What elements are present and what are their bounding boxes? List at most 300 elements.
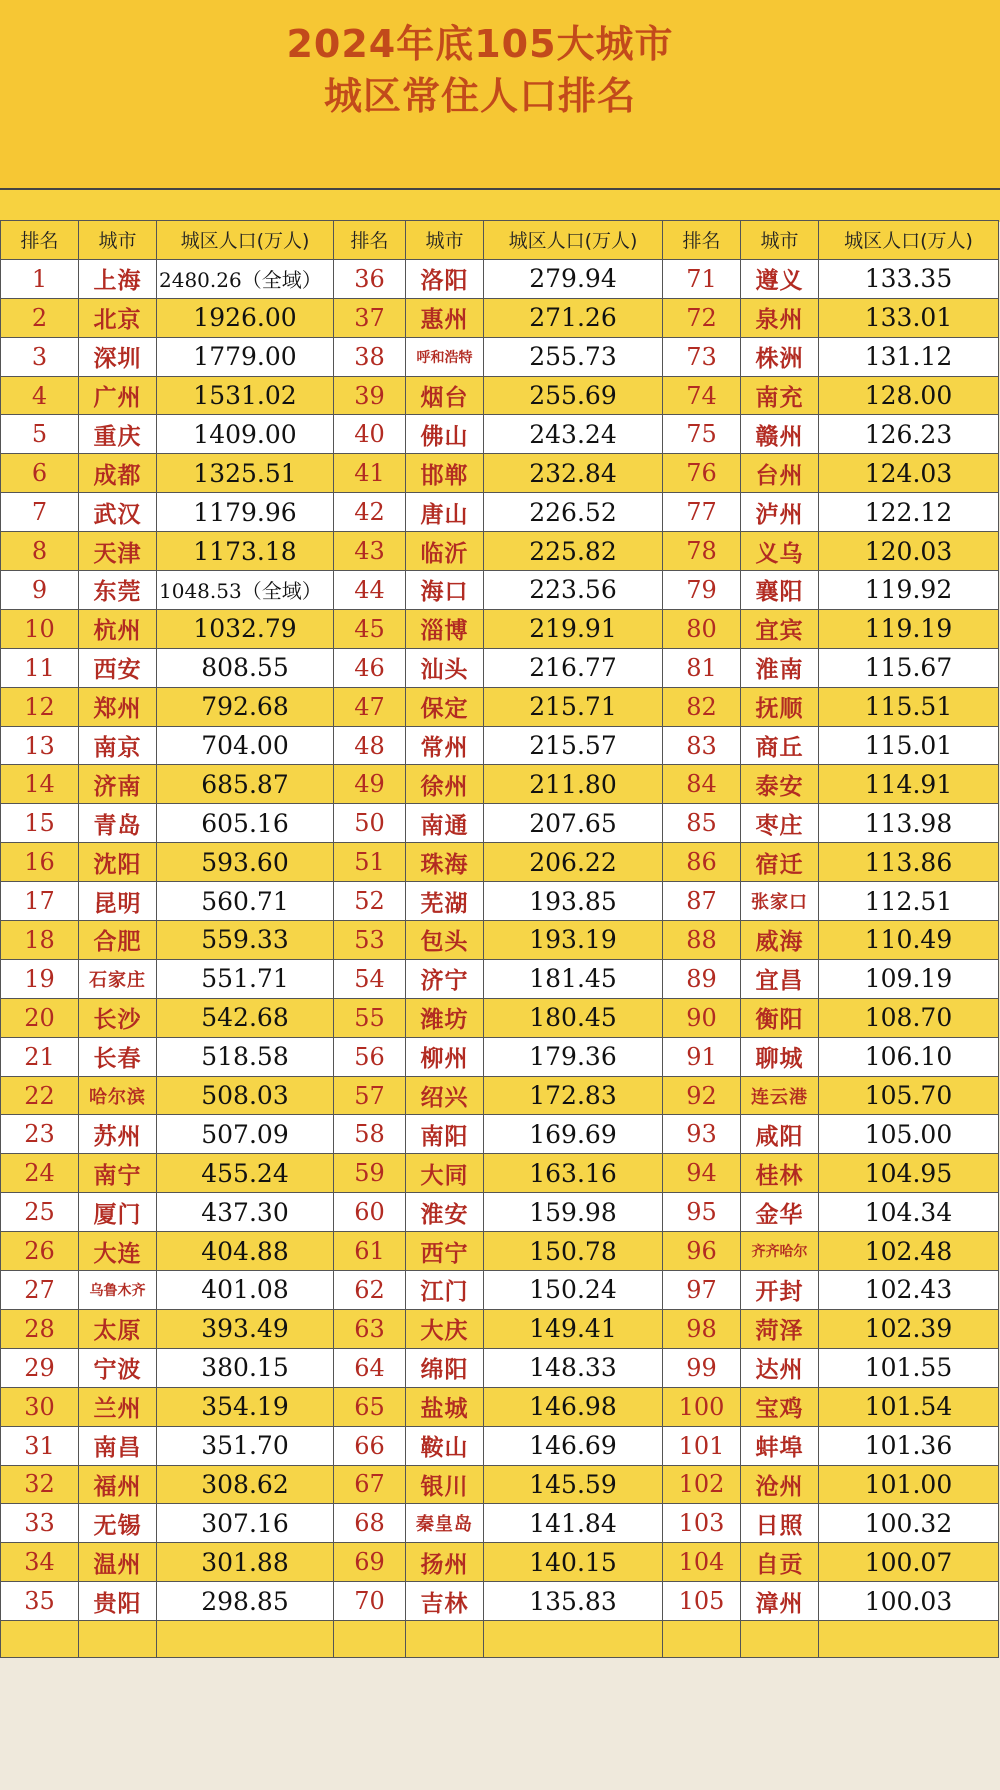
rank-cell: 81 [663, 648, 741, 687]
city-cell: 苏州 [79, 1115, 157, 1154]
rank-cell: 80 [663, 609, 741, 648]
city-cell: 广州 [79, 376, 157, 415]
table-row [334, 298, 663, 337]
rank-cell: 16 [1, 843, 79, 882]
population-cell: 223.56 [484, 571, 663, 610]
city-cell: 连云港 [741, 1076, 819, 1115]
rank-cell: 46 [334, 648, 406, 687]
city-cell: 温州 [79, 1543, 157, 1582]
table-row [1, 1232, 334, 1271]
empty-cell [157, 1621, 334, 1658]
rank-cell: 63 [334, 1309, 406, 1348]
rank-cell: 38 [334, 337, 406, 376]
table-row [663, 1271, 999, 1310]
population-cell: 146.98 [484, 1387, 663, 1426]
empty-cell [484, 1621, 663, 1658]
table-row [663, 1465, 999, 1504]
rank-cell: 23 [1, 1115, 79, 1154]
city-cell: 宝鸡 [741, 1387, 819, 1426]
rank-cell: 73 [663, 337, 741, 376]
city-cell: 潍坊 [406, 998, 484, 1037]
rank-cell: 3 [1, 337, 79, 376]
table-row [334, 882, 663, 921]
empty-cell [1, 1621, 79, 1658]
city-cell: 成都 [79, 454, 157, 493]
population-cell: 2480.26（全域） [157, 259, 334, 298]
population-cell: 401.08 [157, 1271, 334, 1310]
rank-cell: 12 [1, 687, 79, 726]
blank-row [334, 1621, 663, 1658]
rank-cell: 26 [1, 1232, 79, 1271]
city-cell: 上海 [79, 259, 157, 298]
city-cell: 常州 [406, 726, 484, 765]
population-cell: 110.49 [819, 921, 999, 960]
city-header: 城市 [741, 221, 819, 260]
rank-cell: 97 [663, 1271, 741, 1310]
population-cell: 100.07 [819, 1543, 999, 1582]
city-cell: 厦门 [79, 1193, 157, 1232]
city-cell: 台州 [741, 454, 819, 493]
population-cell: 351.70 [157, 1426, 334, 1465]
rank-cell: 95 [663, 1193, 741, 1232]
city-cell: 珠海 [406, 843, 484, 882]
table-row [663, 532, 999, 571]
table-row [1, 1426, 334, 1465]
table-row [663, 1348, 999, 1387]
city-cell: 南宁 [79, 1154, 157, 1193]
population-header: 城区人口(万人) [157, 221, 334, 260]
rank-cell: 105 [663, 1582, 741, 1621]
population-cell: 792.68 [157, 687, 334, 726]
rank-cell: 93 [663, 1115, 741, 1154]
table-row [1, 648, 334, 687]
population-cell: 140.15 [484, 1543, 663, 1582]
population-cell: 150.78 [484, 1232, 663, 1271]
rank-cell: 27 [1, 1271, 79, 1310]
table-row [334, 765, 663, 804]
table-row [1, 1154, 334, 1193]
table-row [1, 804, 334, 843]
rank-cell: 103 [663, 1504, 741, 1543]
population-cell: 559.33 [157, 921, 334, 960]
population-cell: 211.80 [484, 765, 663, 804]
city-cell: 宿迁 [741, 843, 819, 882]
table-row [334, 804, 663, 843]
table-row [1, 687, 334, 726]
city-cell: 太原 [79, 1309, 157, 1348]
table-row [663, 1193, 999, 1232]
empty-cell [406, 1621, 484, 1658]
city-cell: 宜昌 [741, 959, 819, 998]
table-row [334, 259, 663, 298]
table-row [1, 337, 334, 376]
rank-cell: 41 [334, 454, 406, 493]
table-row [663, 1115, 999, 1154]
header-row [663, 221, 999, 260]
population-cell: 133.01 [819, 298, 999, 337]
city-cell: 济宁 [406, 959, 484, 998]
population-cell: 179.36 [484, 1037, 663, 1076]
city-cell: 芜湖 [406, 882, 484, 921]
population-cell: 1531.02 [157, 376, 334, 415]
rank-cell: 83 [663, 726, 741, 765]
rank-cell: 99 [663, 1348, 741, 1387]
table-row [1, 1582, 334, 1621]
rank-cell: 53 [334, 921, 406, 960]
city-cell: 开封 [741, 1271, 819, 1310]
table-row [334, 1076, 663, 1115]
table-row [334, 1154, 663, 1193]
city-cell: 齐齐哈尔 [741, 1232, 819, 1271]
table-row [334, 1504, 663, 1543]
population-cell: 105.00 [819, 1115, 999, 1154]
city-cell: 贵阳 [79, 1582, 157, 1621]
table-row [334, 1115, 663, 1154]
population-cell: 1032.79 [157, 609, 334, 648]
table-row [663, 1387, 999, 1426]
population-cell: 102.48 [819, 1232, 999, 1271]
rank-cell: 21 [1, 1037, 79, 1076]
table-row [1, 298, 334, 337]
table-row [1, 843, 334, 882]
table-row [334, 571, 663, 610]
city-cell: 临沂 [406, 532, 484, 571]
page-title: 2024年底105大城市城区常住人口排名 [286, 22, 674, 118]
rank-cell: 14 [1, 765, 79, 804]
city-cell: 西宁 [406, 1232, 484, 1271]
population-cell: 104.34 [819, 1193, 999, 1232]
rank-cell: 33 [1, 1504, 79, 1543]
population-cell: 605.16 [157, 804, 334, 843]
city-cell: 南充 [741, 376, 819, 415]
population-cell: 102.39 [819, 1309, 999, 1348]
table-row [663, 259, 999, 298]
population-cell: 101.54 [819, 1387, 999, 1426]
table-row [334, 726, 663, 765]
population-cell: 808.55 [157, 648, 334, 687]
population-cell: 518.58 [157, 1037, 334, 1076]
table-row [1, 1465, 334, 1504]
rank-cell: 94 [663, 1154, 741, 1193]
city-cell: 呼和浩特 [406, 337, 484, 376]
rank-cell: 88 [663, 921, 741, 960]
city-cell: 南昌 [79, 1426, 157, 1465]
population-cell: 163.16 [484, 1154, 663, 1193]
population-cell: 216.77 [484, 648, 663, 687]
table-row [663, 454, 999, 493]
table-row [663, 1543, 999, 1582]
rank-cell: 78 [663, 532, 741, 571]
rank-cell: 25 [1, 1193, 79, 1232]
population-cell: 131.12 [819, 337, 999, 376]
population-cell: 106.10 [819, 1037, 999, 1076]
table-row [1, 998, 334, 1037]
rank-cell: 32 [1, 1465, 79, 1504]
table-row [334, 1543, 663, 1582]
rank-header: 排名 [334, 221, 406, 260]
city-cell: 惠州 [406, 298, 484, 337]
bottom-margin [0, 1660, 1000, 1790]
table-row [334, 1426, 663, 1465]
table-row [1, 493, 334, 532]
table-row [1, 1309, 334, 1348]
rank-cell: 82 [663, 687, 741, 726]
rank-cell: 59 [334, 1154, 406, 1193]
table-row [1, 1193, 334, 1232]
population-cell: 1926.00 [157, 298, 334, 337]
city-cell: 泸州 [741, 493, 819, 532]
population-cell: 100.03 [819, 1582, 999, 1621]
table-row [663, 493, 999, 532]
population-cell: 279.94 [484, 259, 663, 298]
population-cell: 135.83 [484, 1582, 663, 1621]
table-row [663, 726, 999, 765]
population-cell: 308.62 [157, 1465, 334, 1504]
city-cell: 长沙 [79, 998, 157, 1037]
empty-cell [819, 1621, 999, 1658]
table-row [1, 1348, 334, 1387]
population-cell: 114.91 [819, 765, 999, 804]
rank-cell: 19 [1, 959, 79, 998]
rank-cell: 5 [1, 415, 79, 454]
rank-cell: 24 [1, 1154, 79, 1193]
city-cell: 商丘 [741, 726, 819, 765]
population-cell: 1179.96 [157, 493, 334, 532]
rank-cell: 77 [663, 493, 741, 532]
city-cell: 柳州 [406, 1037, 484, 1076]
city-cell: 蚌埠 [741, 1426, 819, 1465]
table-row [334, 1232, 663, 1271]
population-cell: 109.19 [819, 959, 999, 998]
rank-cell: 58 [334, 1115, 406, 1154]
population-cell: 120.03 [819, 532, 999, 571]
table-row [1, 571, 334, 610]
rank-cell: 65 [334, 1387, 406, 1426]
city-cell: 北京 [79, 298, 157, 337]
population-cell: 1173.18 [157, 532, 334, 571]
table-row [663, 1037, 999, 1076]
rank-cell: 74 [663, 376, 741, 415]
city-cell: 徐州 [406, 765, 484, 804]
table-row [663, 921, 999, 960]
rank-cell: 20 [1, 998, 79, 1037]
population-cell: 243.24 [484, 415, 663, 454]
rank-cell: 54 [334, 959, 406, 998]
rank-cell: 69 [334, 1543, 406, 1582]
table-row [1, 1387, 334, 1426]
population-cell: 1409.00 [157, 415, 334, 454]
population-cell: 560.71 [157, 882, 334, 921]
population-header: 城区人口(万人) [819, 221, 999, 260]
rank-cell: 101 [663, 1426, 741, 1465]
rank-cell: 2 [1, 298, 79, 337]
rank-cell: 51 [334, 843, 406, 882]
rank-cell: 39 [334, 376, 406, 415]
header-row [1, 221, 334, 260]
table-row [663, 687, 999, 726]
rank-cell: 7 [1, 493, 79, 532]
rank-cell: 17 [1, 882, 79, 921]
table-row [663, 998, 999, 1037]
table-row [1, 454, 334, 493]
city-cell: 天津 [79, 532, 157, 571]
table-row [334, 843, 663, 882]
city-cell: 郑州 [79, 687, 157, 726]
city-cell: 抚顺 [741, 687, 819, 726]
city-cell: 海口 [406, 571, 484, 610]
population-cell: 148.33 [484, 1348, 663, 1387]
rank-cell: 62 [334, 1271, 406, 1310]
city-cell: 石家庄 [79, 959, 157, 998]
table-row [663, 571, 999, 610]
rank-cell: 15 [1, 804, 79, 843]
rank-cell: 22 [1, 1076, 79, 1115]
city-cell: 合肥 [79, 921, 157, 960]
city-cell: 西安 [79, 648, 157, 687]
table-row [663, 1076, 999, 1115]
rank-cell: 100 [663, 1387, 741, 1426]
population-cell: 225.82 [484, 532, 663, 571]
rank-cell: 48 [334, 726, 406, 765]
table-row [334, 1193, 663, 1232]
population-cell: 215.57 [484, 726, 663, 765]
population-cell: 393.49 [157, 1309, 334, 1348]
table-row [663, 1582, 999, 1621]
city-cell: 乌鲁木齐 [79, 1271, 157, 1310]
rank-cell: 43 [334, 532, 406, 571]
city-cell: 绵阳 [406, 1348, 484, 1387]
population-cell: 193.19 [484, 921, 663, 960]
city-cell: 武汉 [79, 493, 157, 532]
rank-cell: 56 [334, 1037, 406, 1076]
population-cell: 112.51 [819, 882, 999, 921]
rank-cell: 18 [1, 921, 79, 960]
rank-cell: 52 [334, 882, 406, 921]
table-row [334, 1465, 663, 1504]
city-cell: 义乌 [741, 532, 819, 571]
rank-cell: 64 [334, 1348, 406, 1387]
population-cell: 455.24 [157, 1154, 334, 1193]
city-cell: 济南 [79, 765, 157, 804]
table-row [334, 1037, 663, 1076]
city-cell: 江门 [406, 1271, 484, 1310]
rank-cell: 31 [1, 1426, 79, 1465]
table-row [334, 1309, 663, 1348]
rank-cell: 8 [1, 532, 79, 571]
population-cell: 113.98 [819, 804, 999, 843]
city-header: 城市 [406, 221, 484, 260]
rank-cell: 85 [663, 804, 741, 843]
city-cell: 重庆 [79, 415, 157, 454]
population-cell: 113.86 [819, 843, 999, 882]
population-cell: 542.68 [157, 998, 334, 1037]
city-cell: 大同 [406, 1154, 484, 1193]
population-cell: 126.23 [819, 415, 999, 454]
header-band [0, 188, 1000, 222]
population-cell: 307.16 [157, 1504, 334, 1543]
table-row [334, 921, 663, 960]
city-cell: 淮南 [741, 648, 819, 687]
city-cell: 威海 [741, 921, 819, 960]
empty-cell [334, 1621, 406, 1658]
population-cell: 193.85 [484, 882, 663, 921]
population-cell: 169.69 [484, 1115, 663, 1154]
rank-cell: 76 [663, 454, 741, 493]
population-cell: 141.84 [484, 1504, 663, 1543]
table-row [663, 1154, 999, 1193]
city-cell: 南京 [79, 726, 157, 765]
table-row [663, 1232, 999, 1271]
city-cell: 包头 [406, 921, 484, 960]
population-cell: 181.45 [484, 959, 663, 998]
population-cell: 255.73 [484, 337, 663, 376]
table-row [334, 609, 663, 648]
rank-cell: 57 [334, 1076, 406, 1115]
rank-cell: 98 [663, 1309, 741, 1348]
population-cell: 149.41 [484, 1309, 663, 1348]
city-cell: 枣庄 [741, 804, 819, 843]
rank-cell: 84 [663, 765, 741, 804]
rank-header: 排名 [663, 221, 741, 260]
city-cell: 淄博 [406, 609, 484, 648]
city-cell: 株洲 [741, 337, 819, 376]
table-row [1, 959, 334, 998]
table-row [663, 415, 999, 454]
population-cell: 301.88 [157, 1543, 334, 1582]
table-row [1, 921, 334, 960]
population-cell: 1048.53（全域） [157, 571, 334, 610]
population-cell: 101.36 [819, 1426, 999, 1465]
rank-cell: 66 [334, 1426, 406, 1465]
population-cell: 115.51 [819, 687, 999, 726]
rank-cell: 68 [334, 1504, 406, 1543]
rank-cell: 104 [663, 1543, 741, 1582]
population-cell: 159.98 [484, 1193, 663, 1232]
population-cell: 206.22 [484, 843, 663, 882]
city-cell: 唐山 [406, 493, 484, 532]
population-cell: 145.59 [484, 1465, 663, 1504]
city-cell: 聊城 [741, 1037, 819, 1076]
table-row [334, 415, 663, 454]
population-cell: 104.95 [819, 1154, 999, 1193]
table-row [334, 1271, 663, 1310]
city-cell: 扬州 [406, 1543, 484, 1582]
population-cell: 115.01 [819, 726, 999, 765]
population-cell: 551.71 [157, 959, 334, 998]
table-row [1, 765, 334, 804]
table-row [663, 609, 999, 648]
city-cell: 赣州 [741, 415, 819, 454]
table-row [334, 959, 663, 998]
rank-cell: 36 [334, 259, 406, 298]
city-cell: 无锡 [79, 1504, 157, 1543]
ranking-table-71-105 [662, 220, 999, 1658]
rank-cell: 70 [334, 1582, 406, 1621]
empty-cell [79, 1621, 157, 1658]
population-header: 城区人口(万人) [484, 221, 663, 260]
population-cell: 508.03 [157, 1076, 334, 1115]
population-cell: 437.30 [157, 1193, 334, 1232]
rank-cell: 89 [663, 959, 741, 998]
rank-cell: 50 [334, 804, 406, 843]
rank-cell: 34 [1, 1543, 79, 1582]
ranking-table-1-35 [0, 220, 334, 1658]
table-row [334, 532, 663, 571]
blank-row [663, 1621, 999, 1658]
rank-cell: 1 [1, 259, 79, 298]
city-cell: 绍兴 [406, 1076, 484, 1115]
city-cell: 漳州 [741, 1582, 819, 1621]
